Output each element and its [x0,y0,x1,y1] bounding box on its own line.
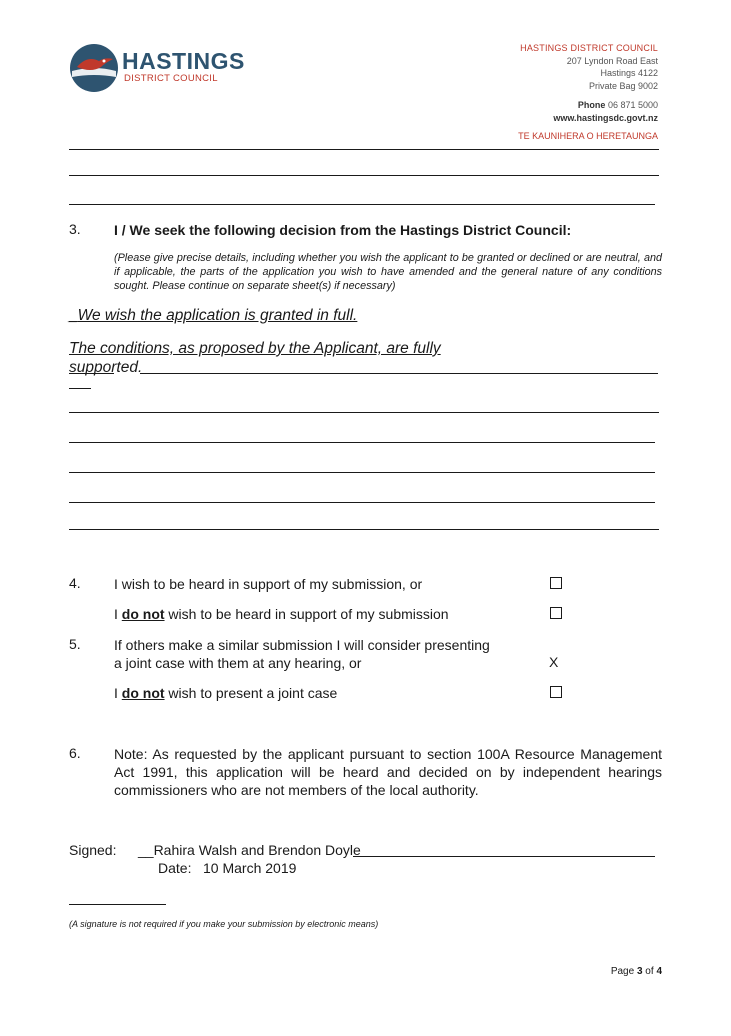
option-text: wish to be heard in support of my submission [164,606,449,622]
blank-prefix: _ [69,307,78,324]
joint-case-option-line2: a joint case with them at any hearing, or [114,655,362,671]
heard-no-checkbox[interactable] [550,607,562,619]
section-number: 4. [69,575,81,591]
form-line [69,904,166,905]
form-line [114,442,655,443]
address-line: 207 Lyndon Road East [566,55,658,66]
form-line [69,412,114,413]
page-label: Page [610,966,637,977]
phone-label: Phone [577,100,606,111]
maori-council-name: TE KAUNIHERA O HERETAUNGA [518,130,658,141]
joint-case-option-line1: If others make a similar submission I will consider presenting [114,637,490,653]
section-number: 5. [69,636,81,652]
page-of: of [642,966,657,977]
signature-footnote: (A signature is not required if you make your submission by electronic means) [69,919,379,929]
form-line [114,502,655,503]
section3-instructions: (Please give precise details, including whether you wish the applicant to be granted or declined or are neutral, and if applicable, the parts of the application you wish to have amended and the general nature of any conditions sought. Please continue on separate sheet(s) if necessary) [114,252,662,292]
logo-subtitle: DISTRICT COUNCIL [124,73,218,84]
form-line [69,175,114,176]
bird-emblem-icon [69,43,119,93]
phone-number: 06 871 5000 [607,100,658,111]
address-line: Hastings 4122 [600,68,658,79]
page-number [611,966,662,977]
option-text: wish to present a joint case [164,685,338,701]
section-number: 6. [69,745,81,761]
decision-answer-line1[interactable] [69,306,357,326]
form-line [69,388,91,389]
logo-wordmark: HASTINGS [122,48,245,74]
form-line [114,472,655,473]
section3-heading: I / We seek the following decision from the Hastings District Council: [114,222,572,238]
date-value[interactable]: 10 March 2019 [203,860,297,876]
form-line [69,204,114,205]
website-link[interactable]: www.hastingsdc.govt.nz [553,112,658,123]
form-line [69,373,114,374]
form-line [114,175,659,176]
decision-answer-line3[interactable]: supported. [69,359,143,376]
council-name: HASTINGS DISTRICT COUNCIL [520,43,658,53]
hastings-logo-emblem [69,43,119,93]
phone-line [518,99,658,112]
joint-case-option-no [114,684,337,702]
signature-line [353,856,655,857]
address-line: Private Bag 9002 [588,80,658,91]
section6-note: Note: As requested by the applicant pursuant to section 100A Resource Management Act 1991, this application will be heard and decided on by independent hearings commissioners who are not members of the local authority. [114,746,662,798]
option-text: I [114,606,122,622]
emphasis-text: do not [121,685,165,701]
heard-option-yes: I wish to be heard in support of my submission, or [114,576,423,592]
heard-option-no [114,605,449,623]
page-current: 3 [636,966,643,977]
form-line [69,472,114,473]
form-line [69,149,659,150]
signature-value[interactable]: __Rahira Walsh and Brendon Doyle [138,842,361,858]
emphasis-text: do not [121,606,165,622]
heard-yes-checkbox[interactable] [550,577,562,589]
joint-case-yes-mark[interactable]: X [549,654,559,670]
form-line [69,502,114,503]
form-line [114,412,659,413]
page-total: 4 [656,966,662,977]
form-line [69,529,659,530]
joint-case-no-checkbox[interactable] [550,686,562,698]
council-contact-block [518,42,658,142]
section-number: 3. [69,221,81,237]
form-line [140,373,658,374]
signed-label: Signed: [69,842,117,858]
form-line [114,204,655,205]
date-label: Date: [158,860,192,876]
decision-answer-text: We wish the application is granted in full. [77,307,358,324]
option-text: I [114,685,122,701]
form-line [69,442,114,443]
decision-answer-line2[interactable]: The conditions, as proposed by the Applicant, are fully [69,340,441,357]
